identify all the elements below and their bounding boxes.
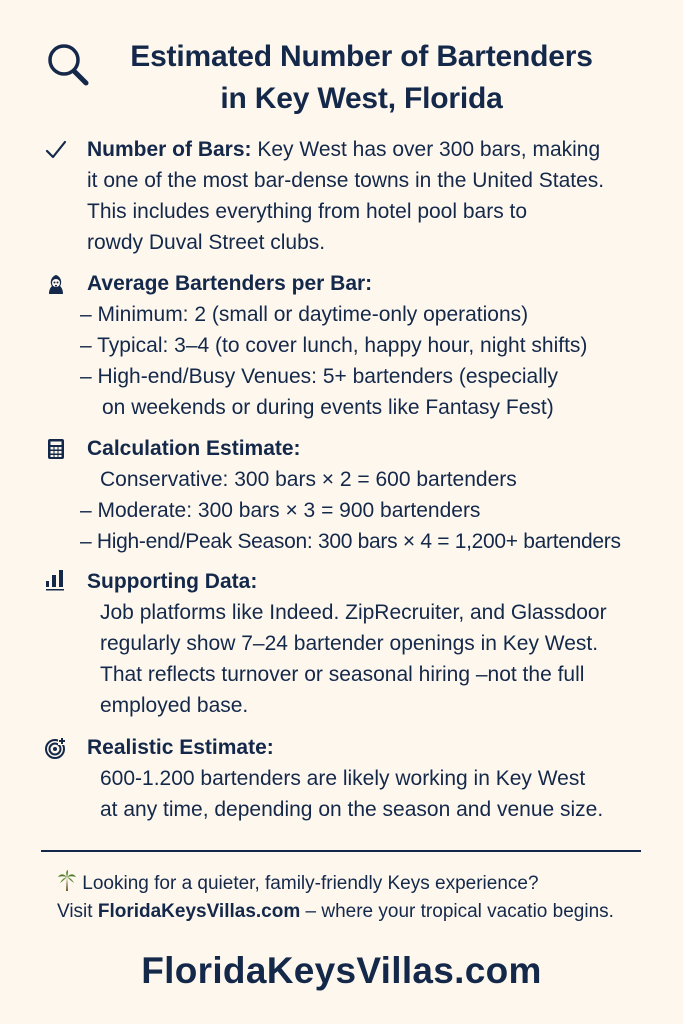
calculator-icon [44, 437, 68, 461]
section-text: Calculation Estimate: Conservative: 300 bars × 2 = 600 bartenders – Moderate: 300 bars × 3 = 900 bartenders – High-end/Peak Season: 300 bars × 4 = 1,200+ bartenders [80, 433, 675, 557]
divider [41, 850, 641, 852]
footer-brand: FloridaKeysVillas.com [141, 950, 542, 991]
section-heading: Average Bartenders per Bar: [87, 272, 373, 295]
promo-site-link[interactable]: FloridaKeysVillas.com [97, 901, 301, 922]
page-header [0, 36, 683, 120]
section-heading: Calculation Estimate: [87, 437, 301, 460]
checkmark-icon [44, 138, 68, 162]
bartender-person-icon [44, 272, 68, 296]
section-heading: Number of Bars: [87, 138, 252, 161]
section-text: Realistic Estimate: 600-1.200 bartenders are likely working in Key West at any time, depending on the season and venue size. [80, 732, 675, 825]
section-text: Number of Bars: Key West has over 300 bars, making it one of the most bar-dense towns in the United States. This includes everything from hotel pool bars to rowdy Duval Street clubs. [87, 138, 605, 254]
search-icon [44, 40, 96, 90]
promo-text: Looking for a quieter, family-friendly Keys experience? Visit FloridaKeysVillas.com – where your tropical vacatio begins. [57, 870, 673, 926]
palm-tree-icon [57, 870, 77, 892]
section-heading: Realistic Estimate: [87, 736, 274, 759]
section-text: Supporting Data: Job platforms like Indeed. ZipRecruiter, and Glassdoor regularly show 7–24 bartender openings in Key West. That reflects turnover or seasonal hiring –not the full employed base. [80, 566, 675, 721]
target-icon [44, 736, 68, 760]
section-text: Average Bartenders per Bar: – Minimum: 2 (small or daytime-only operations) – Typical: 3–4 (to cover lunch, happy hour, night shifts) – High-end/Busy Venues: 5+ bartenders (especially on weekends or during events like Fantasy Fest) [80, 268, 675, 423]
page-title: Estimated Number of Bartenders in Key West, Florida [130, 40, 593, 115]
bar-chart-icon [44, 568, 68, 592]
section-heading: Supporting Data: [87, 570, 258, 593]
